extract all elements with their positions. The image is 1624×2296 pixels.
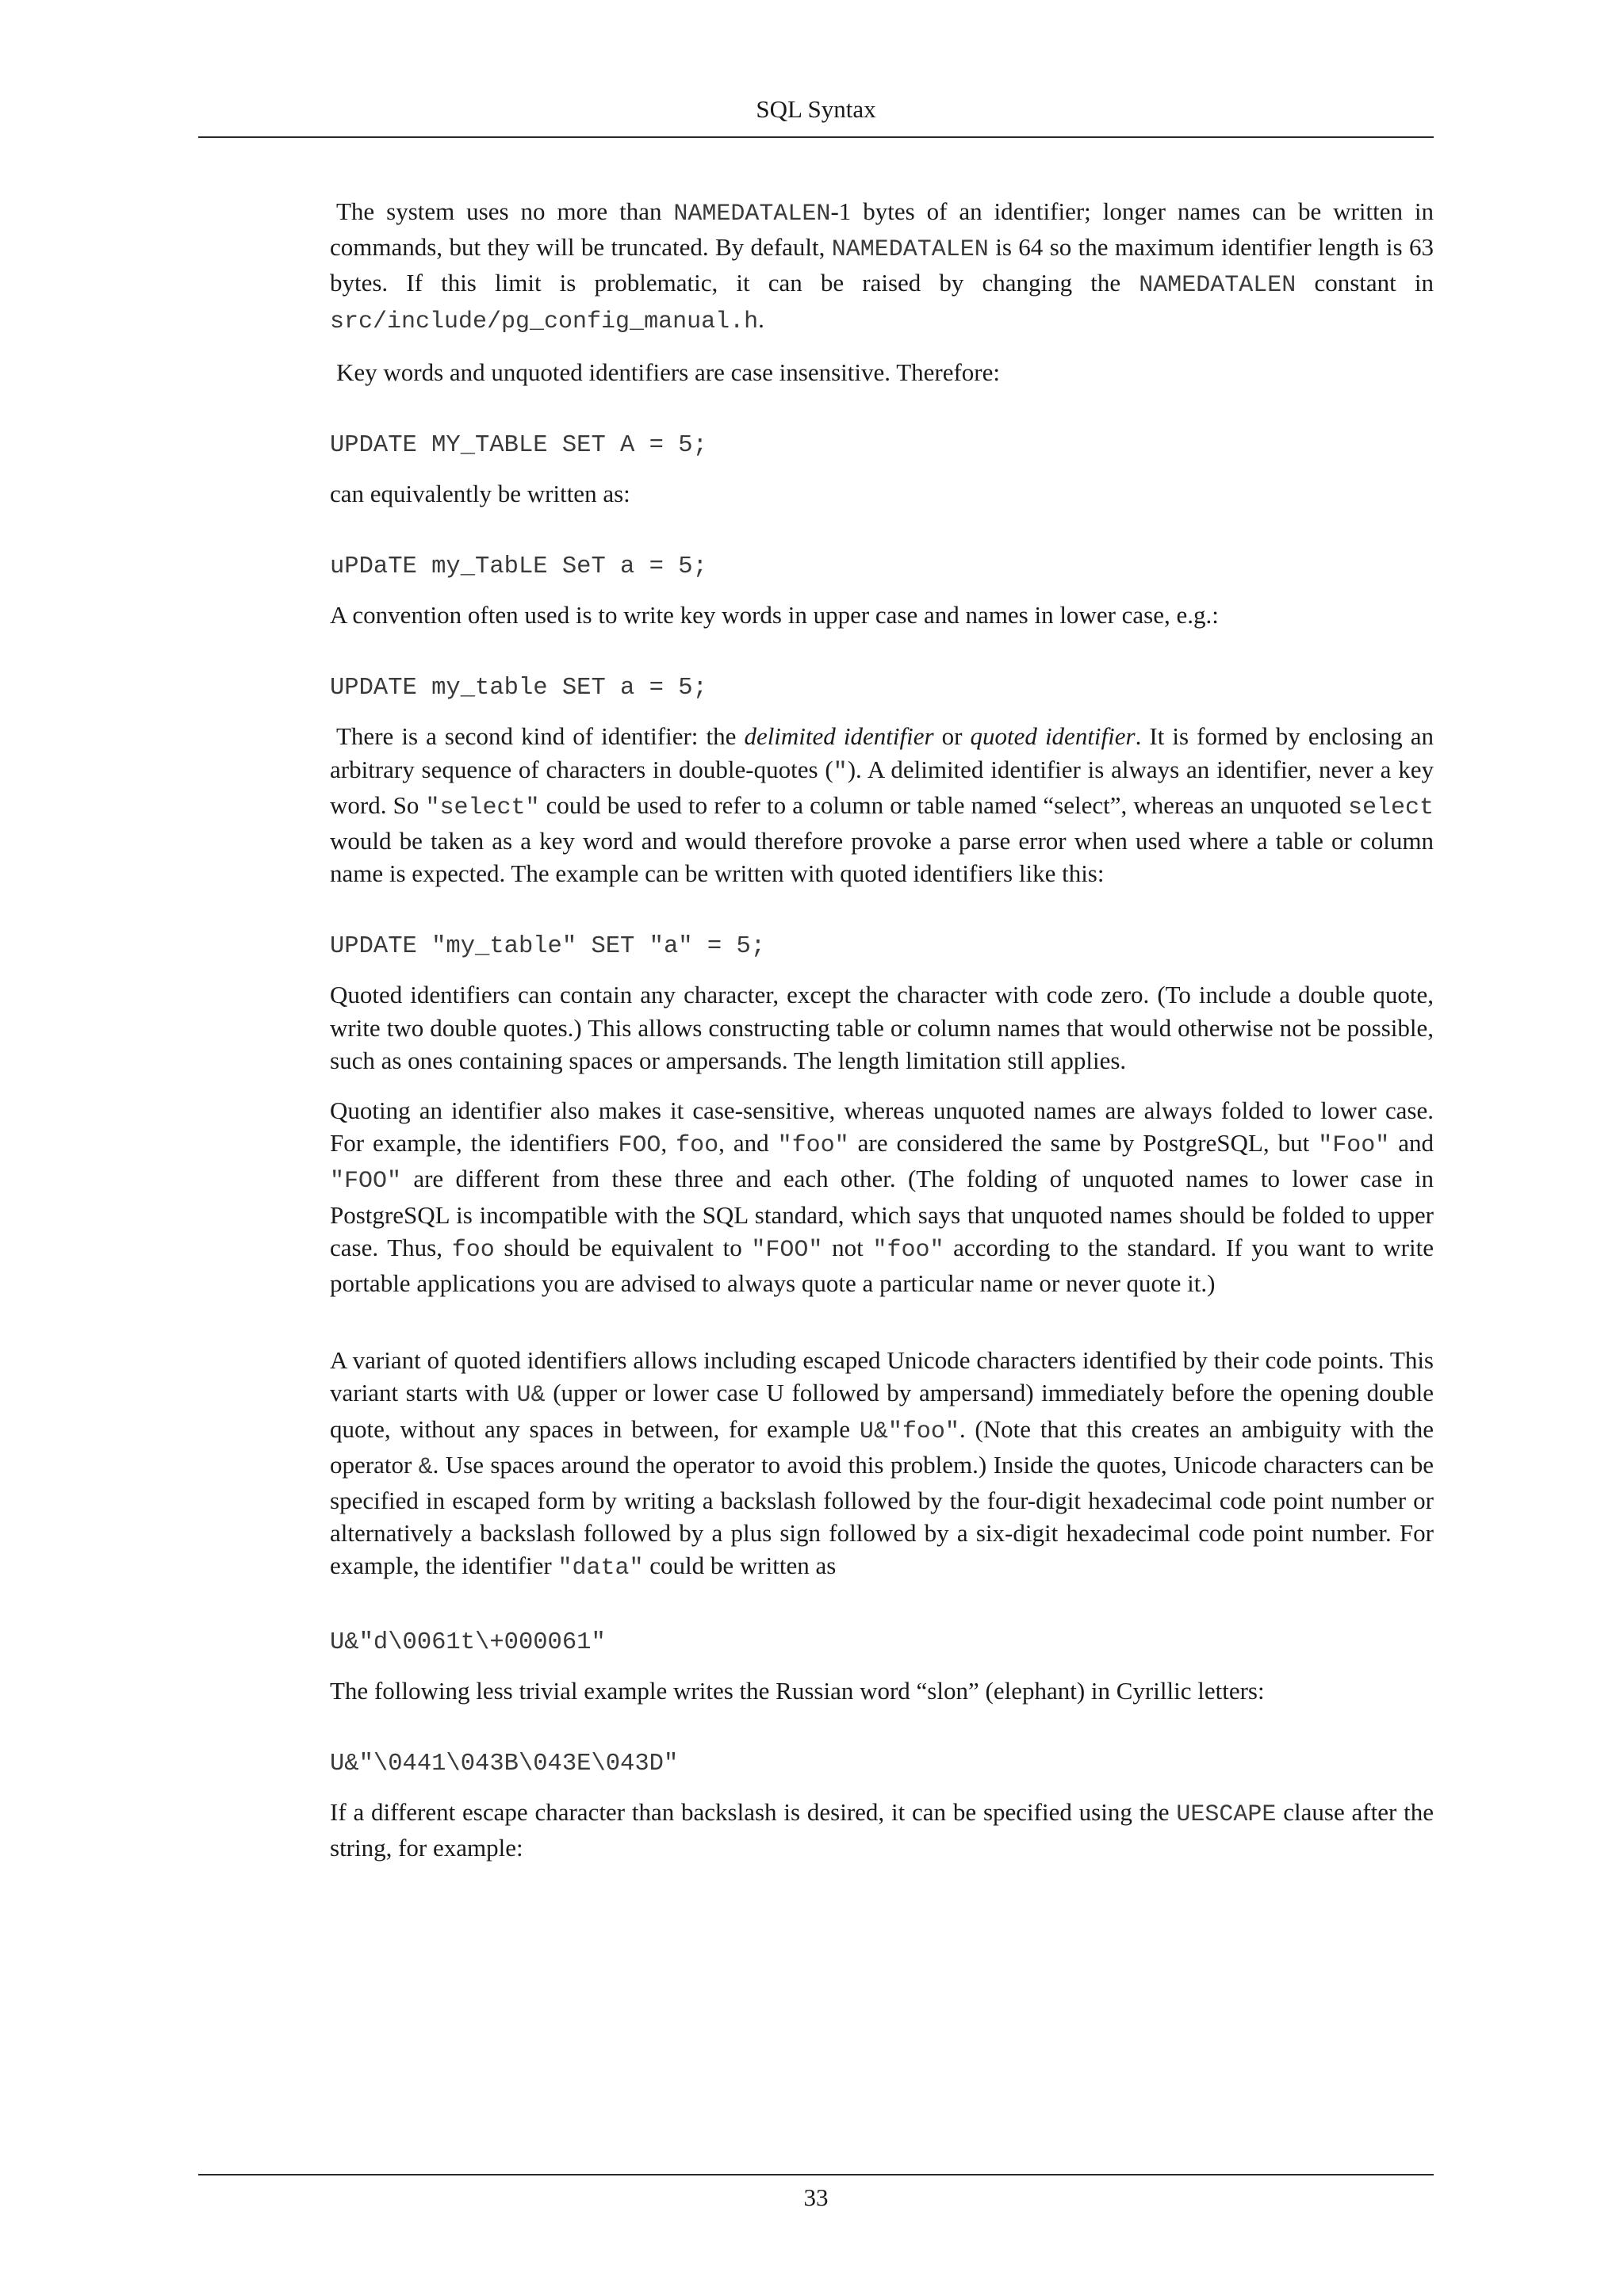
text-run: (upper or lower case U followed by ampersand) immediately before the opening double quote, without any spaces in between, for example (330, 1379, 1434, 1443)
text-run: are different from these three and each other. (The folding of unquoted names to lower case in PostgreSQL is incompatible with the SQL standard, which says that unquoted names should be folded to upper case. Thus, (330, 1165, 1434, 1261)
text-run: , and (718, 1129, 778, 1158)
code-example-quoted: UPDATE "my_table" SET "a" = 5; (330, 933, 766, 961)
paragraph-unicode-escapes (330, 1344, 1434, 1585)
paragraph-cyrillic-example: The following less trivial example writes the Russian word “slon” (elephant) in Cyrillic letters: (330, 1676, 1265, 1705)
text-run: -1 bytes of an identifier; longer names can be written in commands, but they will be truncated. By default, (330, 197, 1434, 262)
text-run: are considered the same by PostgreSQL, but (848, 1129, 1319, 1158)
inline-code: " (833, 758, 848, 786)
inline-code: "Foo" (1318, 1132, 1390, 1160)
text-run: constant in (1296, 269, 1434, 297)
inline-code: NAMEDATALEN (1139, 272, 1297, 300)
inline-code: foo (451, 1236, 495, 1264)
text-run: . Use spaces around the operator to avoid this problem.) Inside the quotes, Unicode characters can be specified in escaped form by writing a backslash followed by the four-digit hexadecimal code point number or alternatively a backslash followed by a plus sign followed by a six-digit hexadecimal code point number. For example, the identifier (330, 1450, 1434, 1580)
term-quoted-identifier: quoted identifier (970, 722, 1136, 751)
text-run: ). A delimited identifier is always an identifier, never a key word. So (330, 755, 1434, 819)
text-run: . It is formed by enclosing an arbitrary sequence of characters in double-quotes ( (330, 722, 1434, 783)
inline-code: select (1347, 794, 1434, 821)
paragraph-uescape (330, 1796, 1434, 1864)
header-rule (198, 136, 1434, 138)
inline-code: "foo" (777, 1132, 849, 1160)
paragraph-case-sensitive (330, 1094, 1434, 1299)
text-run: is 64 so the maximum identifier length is 63 bytes. If this limit is problematic, it can be raised by changing the (330, 233, 1434, 297)
text-run: . (Note that this creates an ambiguity with the operator (330, 1414, 1434, 1479)
text-run: clause after the string, for example: (330, 1797, 1434, 1862)
paragraph-equivalently: can equivalently be written as: (330, 480, 630, 508)
inline-code: "foo" (872, 1236, 944, 1264)
inline-code: UESCAPE (1176, 1800, 1277, 1828)
footer-rule (198, 2174, 1434, 2175)
code-example-upper: UPDATE MY_TABLE SET A = 5; (330, 432, 707, 460)
inline-code: "FOO" (330, 1168, 402, 1196)
text-run: according to the standard. If you want to write portable applications you are advised to always quote a particular name or never quote it.) (330, 1233, 1434, 1298)
inline-code: "FOO" (751, 1236, 823, 1264)
inline-code: NAMEDATALEN (673, 201, 831, 228)
text-run: could be written as (643, 1552, 837, 1580)
page-body (330, 195, 1434, 1881)
page-number: 33 (803, 2183, 829, 2211)
code-example-unicode-data: U&"d\0061t\+000061" (330, 1628, 606, 1656)
inline-code: NAMEDATALEN (831, 236, 989, 264)
text-run: would be taken as a key word and would therefore provoke a parse error when used where a table or column name is expected. The example can be written with quoted identifiers like this: (330, 827, 1434, 888)
paragraph-namedatalen (330, 195, 1434, 339)
code-example-mixed-case: uPDaTE my_TabLE SeT a = 5; (330, 553, 707, 581)
inline-code: & (418, 1453, 433, 1481)
code-example-convention: UPDATE my_table SET a = 5; (330, 675, 707, 702)
text-run: Key words and unquoted identifiers are case insensitive. Therefore: (336, 358, 1000, 386)
paragraph-convention: A convention often used is to write key words in upper case and names in lower case, e.g.: (330, 601, 1219, 629)
text-run: . (758, 304, 764, 333)
inline-code: U&"foo" (859, 1418, 959, 1445)
text-run: Quoting an identifier also makes it case-sensitive, whereas unquoted names are always folded to lower case. For example, the identifiers (330, 1096, 1434, 1158)
text-run: A variant of quoted identifiers allows including escaped Unicode characters identified by their code points. This variant starts with (330, 1346, 1434, 1407)
inline-code: "data" (557, 1555, 644, 1582)
text-run: , (661, 1129, 676, 1158)
text-run: and (1389, 1129, 1434, 1158)
text-run: not (822, 1233, 873, 1261)
text-run: could be used to refer to a column or table named “select”, whereas an unquoted (539, 790, 1348, 819)
inline-code: U& (516, 1382, 546, 1410)
text-run: If a different escape character than backslash is desired, it can be specified using the (330, 1797, 1177, 1826)
paragraph-delimited-identifier (330, 720, 1434, 890)
text-run: There is a second kind of identifier: the (336, 722, 745, 751)
paragraph-quoted-contents: Quoted identifiers can contain any character, except the character with code zero. (To include a double quote, write two double quotes.) This allows constructing table or column names that would otherwise not be possible, such as ones containing spaces or ampersands. The length limitation still applies. (330, 981, 1434, 1074)
text-run: should be equivalent to (494, 1233, 752, 1261)
page-header-title: SQL Syntax (756, 95, 876, 123)
text-run: The system uses no more than (336, 197, 674, 225)
inline-code: foo (676, 1132, 719, 1160)
paragraph-case-insensitive (330, 356, 1434, 388)
inline-code: "select" (425, 794, 540, 821)
code-example-unicode-slon: U&"\0441\043B\043E\043D" (330, 1750, 679, 1777)
term-delimited-identifier: delimited identifier (744, 722, 934, 751)
text-run: or (933, 722, 971, 751)
inline-code-filename: src/include/pg_config_manual.h (330, 308, 759, 335)
inline-code: FOO (618, 1132, 661, 1160)
